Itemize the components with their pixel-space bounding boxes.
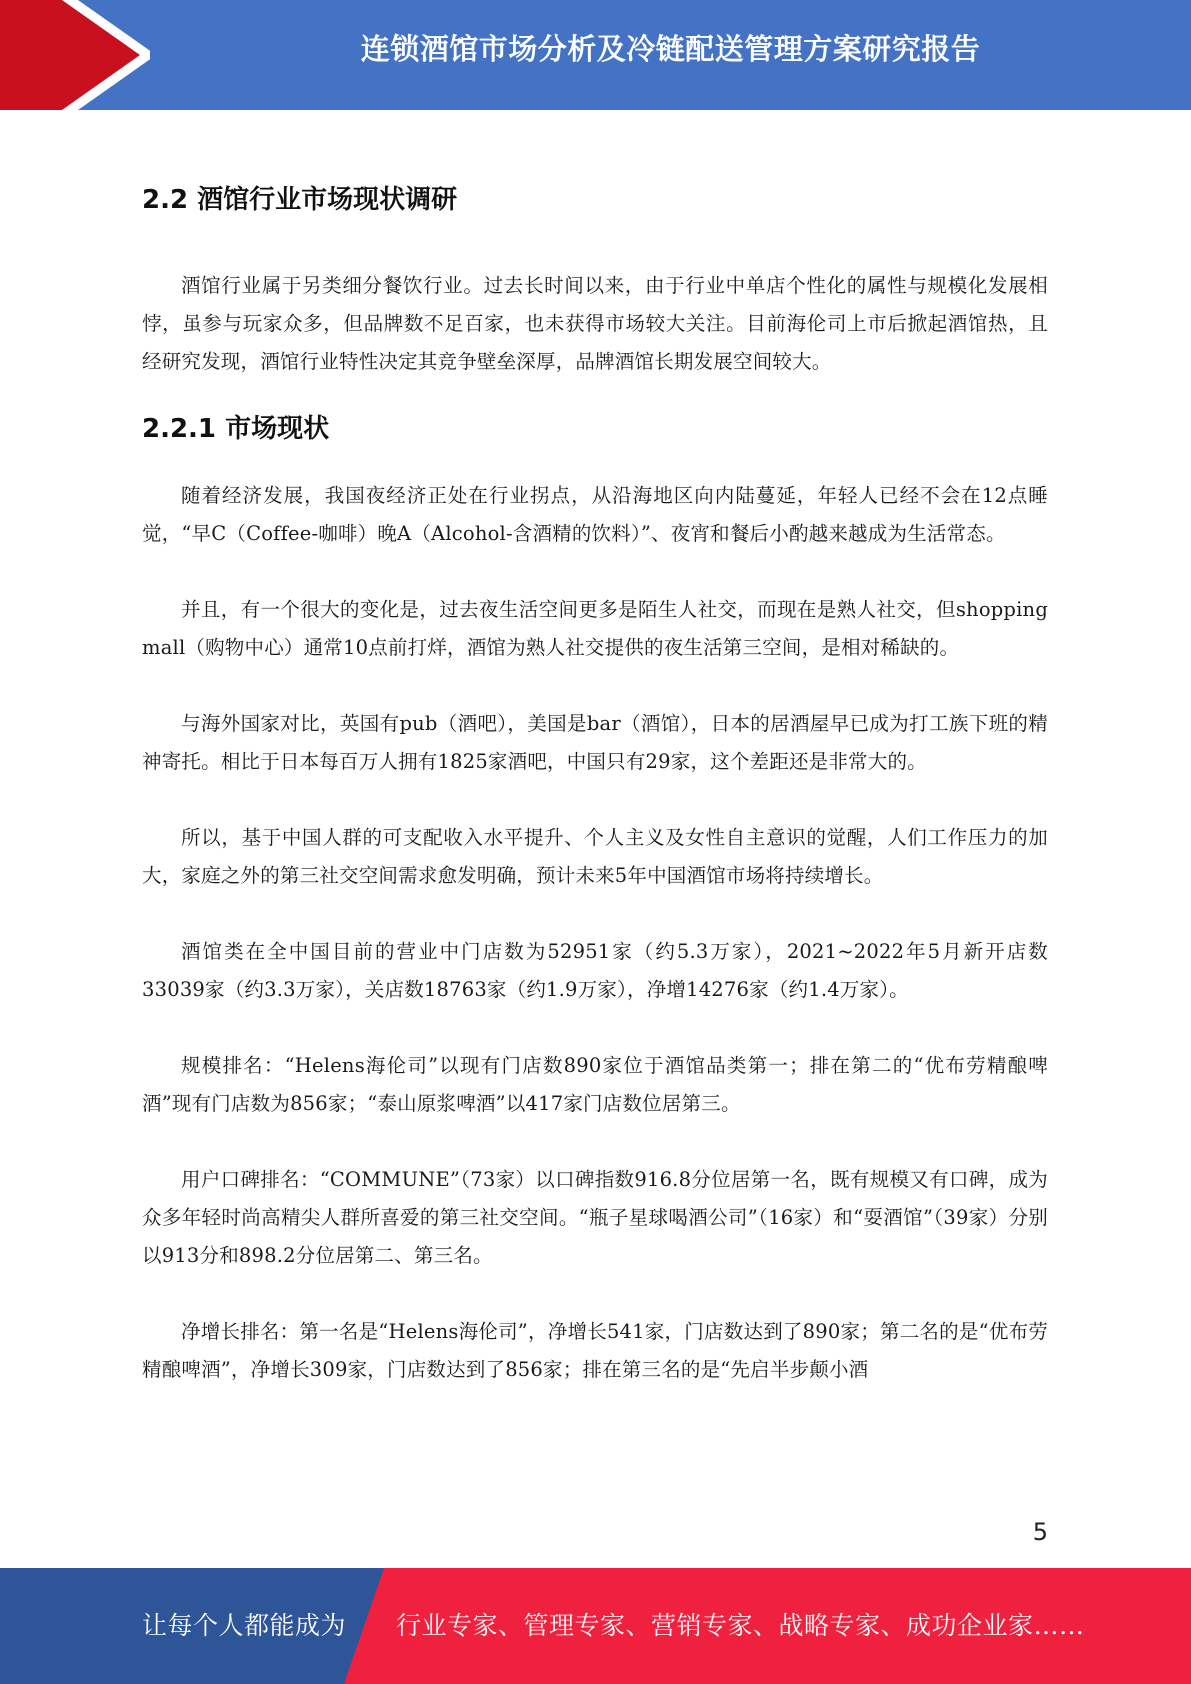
paragraph: 所以，基于中国人群的可支配收入水平提升、个人主义及女性自主意识的觉醒，人们工作压力的加大，家庭之外的第三社交空间需求愈发明确，预计未来5年中国酒馆市场将持续增长。	[142, 826, 1048, 887]
section-heading-2-2-1: 2.2.1 市场现状	[142, 414, 330, 444]
paragraph: 用户口碑排名：“COMMUNE”（73家）以口碑指数916.8分位居第一名，既有规模又有口碑，成为众多年轻时尚高精尖人群所喜爱的第三社交空间。“瓶子星球喝酒公司”（16家）和“耍酒馆”（39家）分别以913分和898.2分位居第二、第三名。	[142, 1168, 1048, 1267]
paragraph: 规模排名：“Helens海伦司”以现有门店数890家位于酒馆品类第一；排在第二的“优布劳精酿啤酒”现有门店数为856家；“泰山原浆啤酒”以417家门店数位居第三。	[142, 1054, 1048, 1115]
report-title: 连锁酒馆市场分析及冷链配送管理方案研究报告	[360, 32, 981, 66]
paragraph: 随着经济发展，我国夜经济正处在行业拐点，从沿海地区向内陆蔓延，年轻人已经不会在12点睡觉，“早C（Coffee-咖啡）晚A（Alcohol-含酒精的饮料）”、夜宵和餐后小酌越来越成为生活常态。	[142, 484, 1048, 545]
paragraph: 酒馆类在全中国目前的营业中门店数为52951家（约5.3万家），2021~2022年5月新开店数33039家（约3.3万家），关店数18763家（约1.9万家），净增14276家（约1.4万家）。	[142, 940, 1048, 1001]
page-number: 5	[1032, 1518, 1048, 1546]
paragraph: 净增长排名：第一名是“Helens海伦司”，净增长541家，门店数达到了890家；第二名的是“优布劳精酿啤酒”，净增长309家，门店数达到了856家；排在第三名的是“先启半步颠小酒	[142, 1320, 1048, 1381]
footer-slogan-right: 行业专家、管理专家、营销专家、战略专家、成功企业家……	[396, 1611, 1085, 1640]
header-red-chevron	[0, 0, 150, 110]
footer-band	[0, 1568, 1191, 1684]
section-heading-2-2: 2.2 酒馆行业市场现状调研	[142, 185, 458, 215]
document-body	[142, 176, 1048, 1389]
footer-slogan-left: 让每个人都能成为	[142, 1611, 347, 1640]
paragraph: 与海外国家对比，英国有pub（酒吧），美国是bar（酒馆），日本的居酒屋早已成为打工族下班的精神寄托。相比于日本每百万人拥有1825家酒吧，中国只有29家，这个差距还是非常大的。	[142, 712, 1048, 773]
header-band	[0, 0, 1191, 110]
paragraph: 并且，有一个很大的变化是，过去夜生活空间更多是陌生人社交，而现在是熟人社交，但shopping mall（购物中心）通常10点前打烊，酒馆为熟人社交提供的夜生活第三空间，是相对稀缺的。	[142, 598, 1048, 659]
paragraph: 酒馆行业属于另类细分餐饮行业。过去长时间以来，由于行业中单店个性化的属性与规模化发展相悖，虽参与玩家众多，但品牌数不足百家，也未获得市场较大关注。目前海伦司上市后掀起酒馆热，且经研究发现，酒馆行业特性决定其竞争壁垒深厚，品牌酒馆长期发展空间较大。	[142, 274, 1048, 373]
